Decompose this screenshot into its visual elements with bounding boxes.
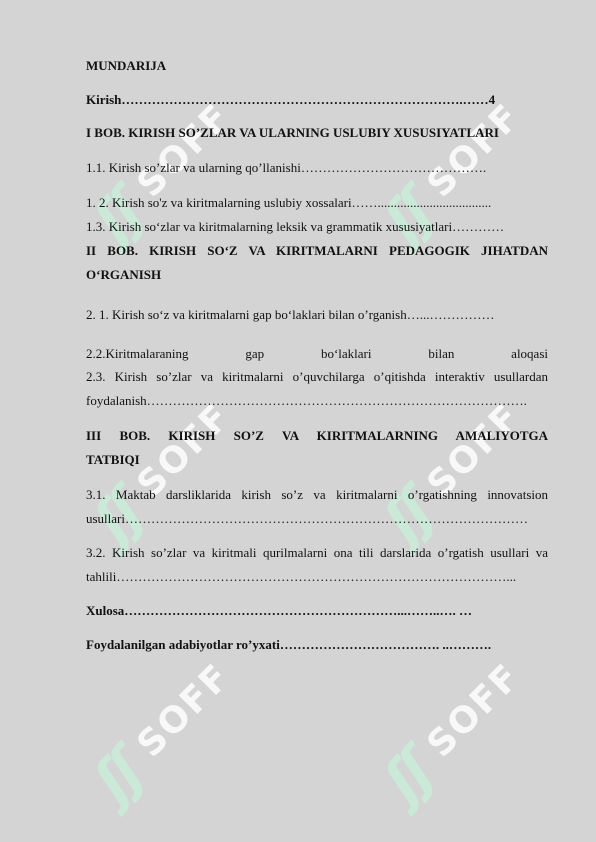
toc-entry-1-1: 1.1. Kirish so’zlar va ularning qo’llanishi……………………………………. [86, 160, 487, 175]
toc-entry-2-1: 2. 1. Kirish so‘z va kiritmalarni gap bo‘laklari bilan o’rganish…...…………… [86, 307, 495, 322]
toc-entry-kirish: Kirish…………………………………………………………………….……4 [86, 92, 496, 107]
toc-entry-1-3: 1.3. Kirish so‘zlar va kiritmalarning leksik va grammatik xususiyatlari………… [86, 219, 505, 234]
watermark [339, 629, 551, 841]
toc-entry-2-2-word: bo‘laklari [320, 346, 372, 361]
toc-chapter-3-title-line1: III BOB. KIRISH SO’Z VA KIRITMALARNING AMALIYOTGA [86, 428, 548, 443]
toc-chapter-2-title-line2: O‘RGANISH [86, 267, 162, 282]
toc-entry-2-3-line2: foydalanish……………………………………………………………………………. [86, 393, 527, 408]
toc-chapter-3-title-line2: TATBIQI [86, 452, 140, 467]
toc-entry-3-1-line2: usullari………………………………………………………………………………… [86, 511, 528, 526]
watermark-logo: ʃʃ [371, 180, 445, 254]
watermark-logo: ʃʃ [371, 740, 445, 814]
toc-entry-adabiyotlar: Foydalanilgan adabiyotlar ro’yxati………………………………. ..………. [86, 637, 492, 652]
toc-entry-xulosa: Xulosa………………………………………………………...……..…. … [86, 603, 473, 618]
watermark-logo: ʃʃ [81, 480, 155, 554]
toc-entry-3-2-line2: tahlili………………………………………………………………………………... [86, 569, 517, 584]
toc-entry-3-2-line1: 3.2. Kirish so’zlar va kiritmali qurilmalarni ona tili darslarida o’rgatish usullari va [86, 545, 548, 560]
toc-entry-2-2-word: 2.2.Kiritmalaraning [86, 346, 189, 361]
toc-chapter-2-title-line1: II BOB. KIRISH SO‘Z VA KIRITMALARNI PEDAGOGIK JIHATDAN [86, 243, 548, 258]
watermark-text: SOFF [419, 656, 529, 766]
toc-entry-3-1-line1: 3.1. Maktab darsliklarida kirish so’z va kiritmalarni o’rgatishning innovatsion [86, 487, 548, 502]
watermark [49, 629, 261, 841]
toc-title: MUNDARIJA [86, 58, 167, 73]
watermark-text: SOFF [129, 396, 239, 506]
toc-entry-2-2-word: bilan [428, 346, 455, 361]
toc-entry-1-2: 1. 2. Kirish so'z va kiritmalarning uslubiy xossalari……................................... [86, 195, 492, 210]
toc-entry-2-2-word: aloqasi [511, 346, 548, 361]
toc-chapter-1-title: I BOB. KIRISH SO’ZLAR VA ULARNING USLUBIY XUSUSIYATLARI [86, 125, 499, 140]
watermark-logo: ʃʃ [81, 180, 155, 254]
toc-entry-2-2-word: gap [245, 346, 265, 361]
toc-entry-2-2 [86, 346, 548, 362]
watermark-text: SOFF [129, 96, 239, 206]
watermark-logo: ʃʃ [371, 480, 445, 554]
watermark-text: SOFF [129, 656, 239, 766]
toc-entry-2-3-line1: 2.3. Kirish so’zlar va kiritmalarni o’quvchilarga o’qitishda interaktiv usullardan [86, 369, 548, 384]
watermark-logo: ʃʃ [81, 740, 155, 814]
watermark-text: SOFF [419, 396, 529, 506]
watermark-text: SOFF [419, 96, 529, 206]
